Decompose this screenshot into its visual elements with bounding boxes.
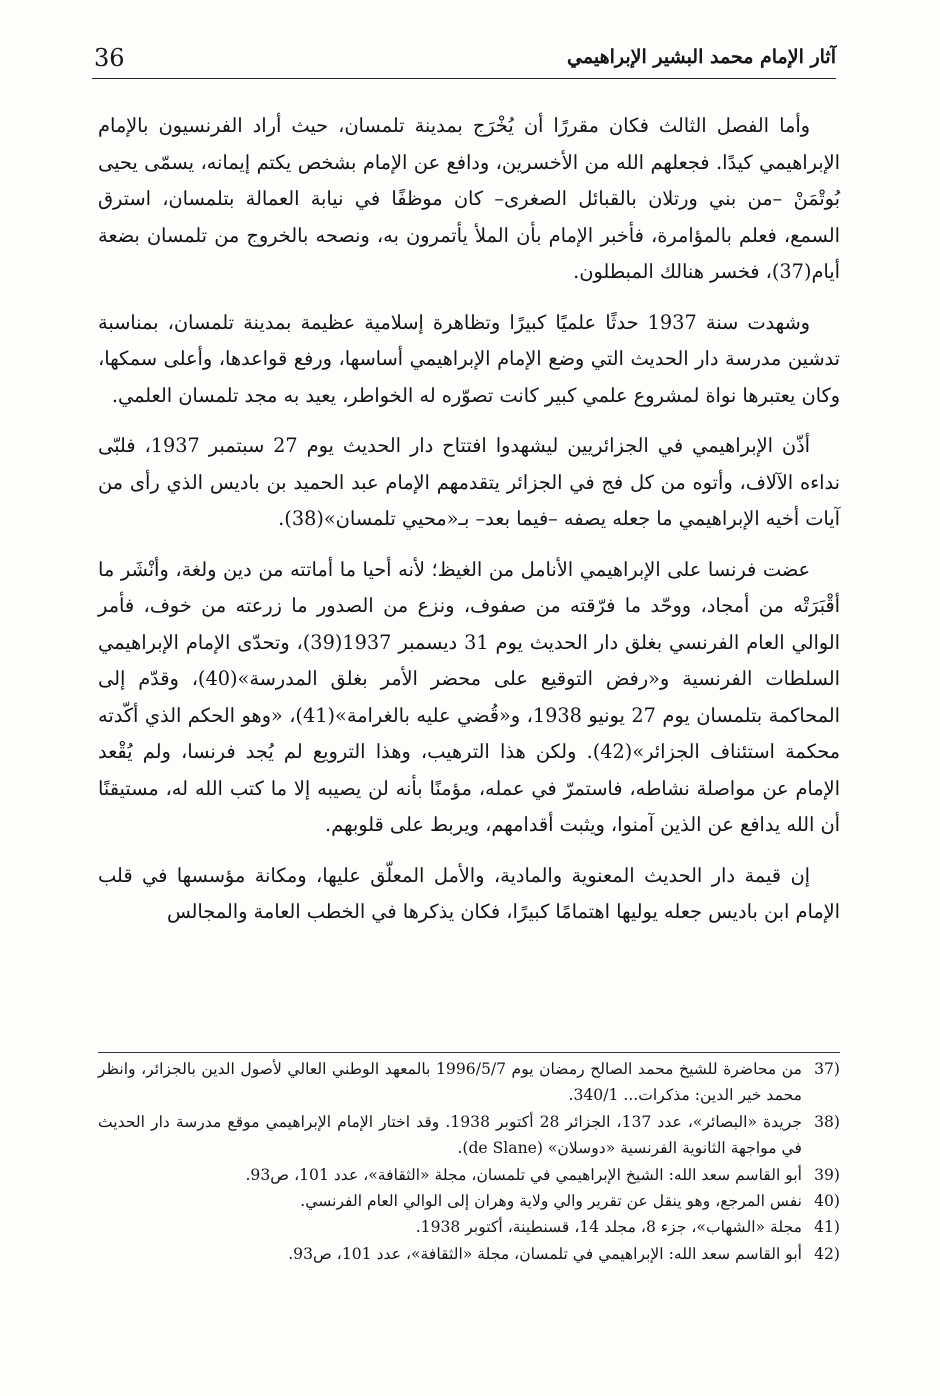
footnote — [98, 1188, 840, 1214]
footnote-number: 40) — [814, 1192, 840, 1211]
footnote-text: جريدة «البصائر»، عدد 137، الجزائر 28 أكتوبر 1938. وقد اختار الإمام الإبراهيمي موقع مدرسة دار الحديث في مواجهة الثانوية الفرنسية «دوسلان» (de Slane). — [98, 1112, 802, 1158]
page-header — [92, 38, 836, 79]
footnote-text: أبو القاسم سعد الله: الإبراهيمي في تلمسان، مجلة «الثقافة»، عدد 101، ص93. — [288, 1244, 802, 1263]
footnote-number: 37) — [814, 1060, 840, 1078]
footnote-text: أبو القاسم سعد الله: الشيخ الإبراهيمي في تلمسان، مجلة «الثقافة»، عدد 101، ص93. — [245, 1165, 802, 1184]
footnote — [98, 1162, 840, 1188]
footnote-text: نفس المرجع، وهو ينقل عن تقرير والي ولاية وهران إلى الوالي العام الفرنسي. — [300, 1192, 802, 1211]
footnote-text: من محاضرة للشيخ محمد الصالح رمضان يوم 1996/5/7 بالمعهد الوطني العالي لأصول الدين بالجزائر، وانظر محمد خير الدين: مذكرات... 340/1. — [98, 1060, 802, 1105]
running-title: آثار الإمام محمد البشير الإبراهيمي — [567, 46, 836, 68]
footnote-number: 41) — [814, 1218, 840, 1237]
footnote-separator — [98, 1052, 840, 1053]
footnote-number: 42) — [814, 1244, 840, 1263]
footnote — [98, 1214, 840, 1240]
footnote-number: 38) — [814, 1112, 840, 1131]
page-number: 36 — [94, 44, 125, 72]
footnote-text: مجلة «الشهاب»، جزء 8، مجلد 14، قسنطينة، أكتوبر 1938. — [415, 1218, 802, 1237]
paragraph: أذّن الإبراهيمي في الجزائريين ليشهدوا افتتاح دار الحديث يوم 27 سبتمبر 1937، فلبّى نداءه الآلاف، وأتوه من كل فج في الجزائر يتقدمهم الإمام عبد الحميد بن باديس الذي رأى من آيات أخيه الإبراهيمي ما جعله يصفه –فيما بعد– بـ«محيي تلمسان»(38). — [98, 434, 840, 530]
body-text — [98, 108, 840, 945]
footnote — [98, 1056, 840, 1109]
footnote — [98, 1241, 840, 1267]
footnotes — [98, 1056, 840, 1267]
paragraph: وشهدت سنة 1937 حدثًا علميًا كبيرًا وتظاهرة إسلامية عظيمة بمدينة تلمسان، بمناسبة تدشين مدرسة دار الحديث التي وضع الإمام الإبراهيمي أساسها، ورفع قواعدها، وأعلى سمكها، وكان يعتبرها نواة لمشروع علمي كبير كانت تصوّره له الخواطر، يعيد به مجد تلمسان العلمي. — [98, 310, 840, 407]
footnote — [98, 1109, 840, 1162]
paragraph: إن قيمة دار الحديث المعنوية والمادية، والأمل المعلّق عليها، ومكانة مؤسسها في قلب الإمام ابن باديس جعله يوليها اهتمامًا كبيرًا، فكان يذكرها في الخطب العامة والمجالس — [98, 863, 840, 923]
paragraph: وأما الفصل الثالث فكان مقررًا أن يُخْرَج بمدينة تلمسان، حيث أراد الفرنسيون بالإمام الإبراهيمي كيدًا. فجعلهم الله من الأخسرين، ودافع عن الإمام بشخص يكتم إيمانه، يسمّى يحيى بُوتْمَنْ –من بني ورتلان بالقبائل الصغرى– كان موظفًا في نيابة العمالة بتلمسان، استرق السمع، فعلم بالمؤامرة، فأخبر الإمام بأن الملأ يأتمرون به، ونصحه بالخروج من تلمسان بضعة أيام(37)، فخسر هنالك المبطلون. — [98, 114, 840, 283]
footnote-number: 39) — [814, 1165, 840, 1184]
paragraph: عضت فرنسا على الإبراهيمي الأنامل من الغيظ؛ لأنه أحيا ما أماتته من دين ولغة، وأنْشَر ما أقْبَرَتْه من أمجاد، ووحّد ما فرّقته من صفوف، ونزع من الصدور ما زرعته من خوف، فأمر الوالي العام الفرنسي بغلق دار الحديث يوم 31 ديسمبر 1937(39)، وتحدّى الإمام الإبراهيمي السلطات الفرنسية و«رفض التوقيع على محضر الأمر بغلق المدرسة»(40)، وقدّم إلى المحاكمة بتلمسان يوم 27 يونيو 1938، و«قُضي عليه بالغرامة»(41)، «وهو الحكم الذي أكّدته محكمة استئناف الجزائر»(42). ولكن هذا الترهيب، وهذا الترويع لم يُجد فرنسا، ولم يُقْعد الإمام عن مواصلة نشاطه، فاستمرّ في عمله، مؤمنًا بأنه لن يصيبه إلا ما كتب الله له، مستيقنًا أن الله يدافع عن الذين آمنوا، ويثبت أقدامهم، ويربط على قلوبهم. — [98, 557, 841, 836]
